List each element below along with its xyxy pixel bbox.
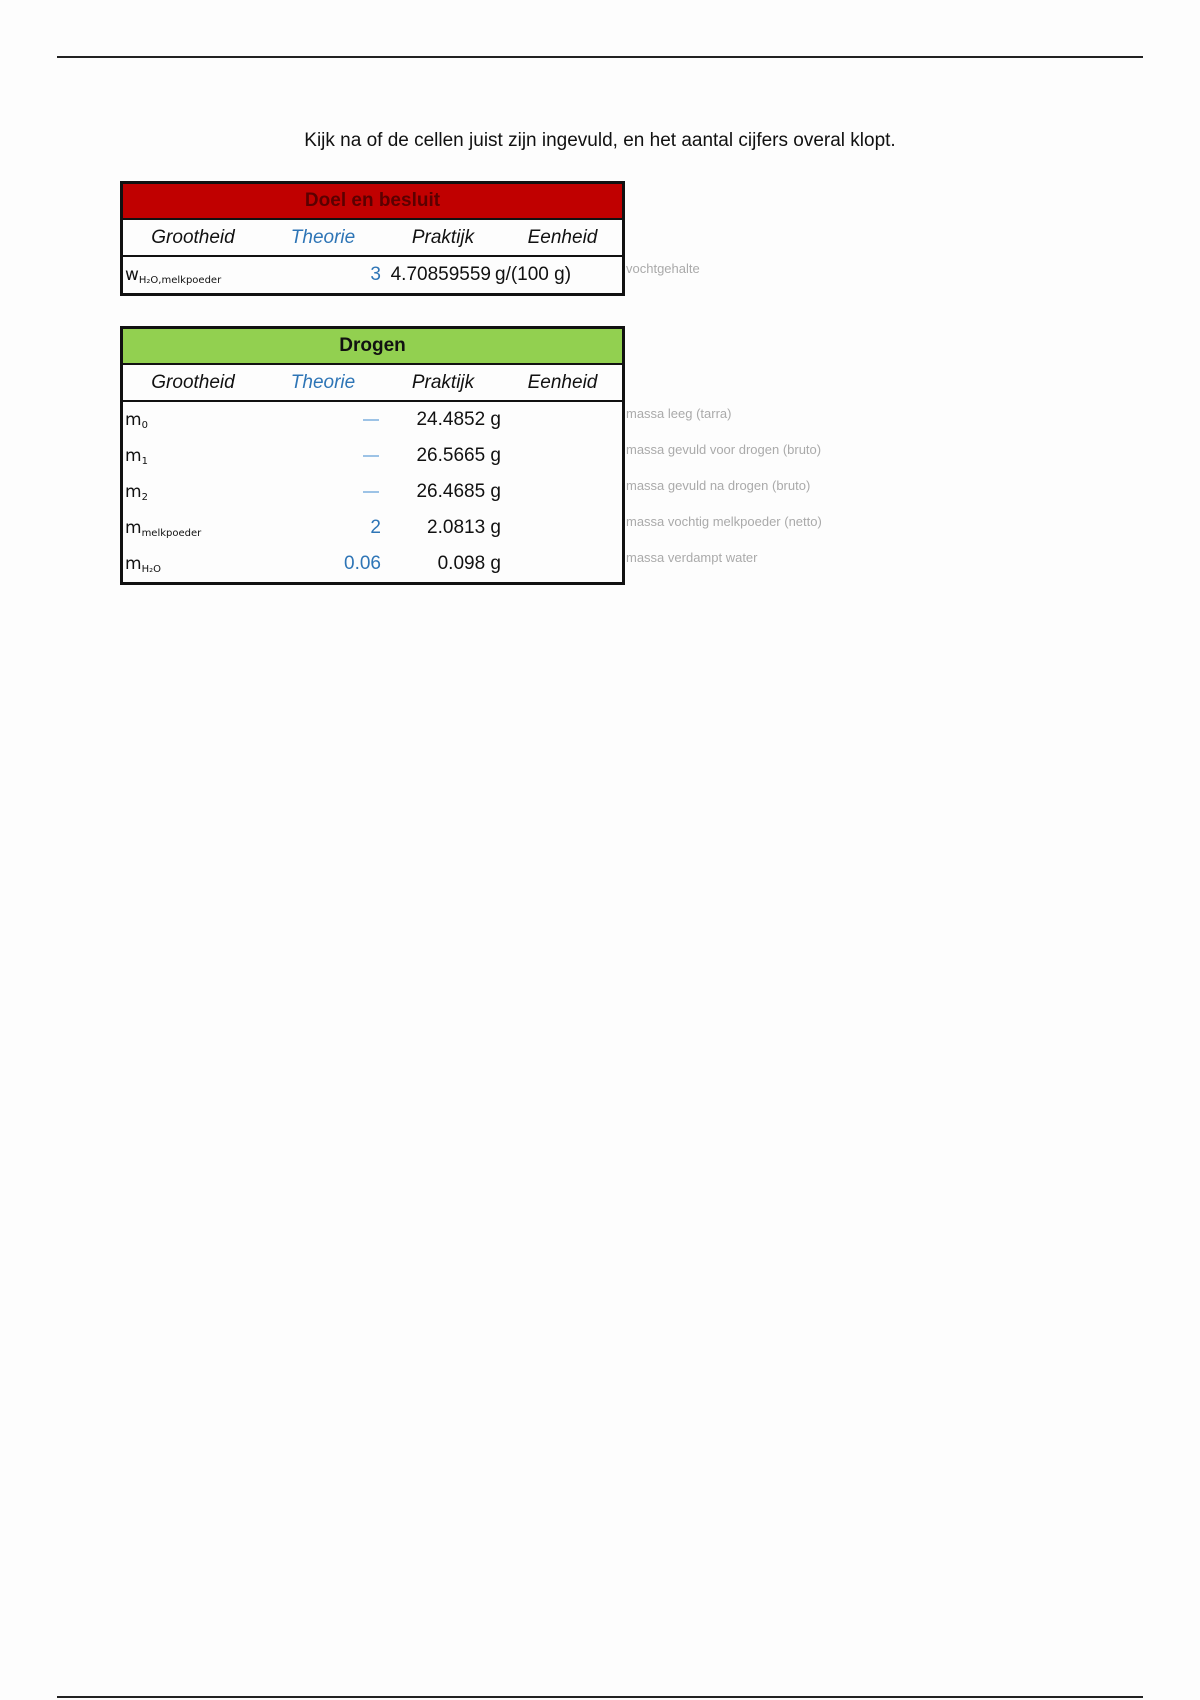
- eenheid-cell[interactable]: [503, 510, 622, 546]
- symbol: m: [125, 446, 142, 466]
- eenheid-cell[interactable]: [503, 546, 622, 582]
- praktijk-cell[interactable]: 4.70859559: [390, 264, 491, 285]
- header-eenheid: Eenheid: [527, 227, 598, 248]
- symbol: m: [125, 554, 142, 574]
- grootheid-cell[interactable]: [123, 438, 263, 474]
- symbol-subscript: H₂O: [141, 564, 161, 575]
- header-praktijk: Praktijk: [411, 372, 475, 393]
- grootheid-cell[interactable]: [123, 546, 263, 582]
- praktijk-cell[interactable]: 2.0813 g: [427, 517, 501, 538]
- drogen-table: [120, 326, 625, 585]
- grootheid-cell[interactable]: [123, 402, 263, 438]
- header-praktijk: Praktijk: [411, 227, 475, 248]
- symbol: m: [125, 410, 142, 430]
- drogen-table-title: Drogen: [123, 329, 622, 365]
- praktijk-cell[interactable]: 0.098 g: [437, 553, 501, 574]
- theorie-cell[interactable]: 3: [370, 264, 381, 285]
- row-note: massa vochtig melkpoeder (netto): [626, 514, 822, 529]
- empty-dash-icon: [363, 419, 379, 421]
- praktijk-cell[interactable]: 26.4685 g: [416, 481, 501, 502]
- symbol-subscript: H₂O,melkpoeder: [138, 275, 222, 286]
- table-row: [123, 474, 622, 510]
- theorie-cell[interactable]: 0.06: [344, 553, 381, 574]
- praktijk-cell[interactable]: 26.5665 g: [416, 445, 501, 466]
- theorie-cell[interactable]: 2: [370, 517, 381, 538]
- symbol: w: [125, 265, 139, 285]
- header-theorie: Theorie: [290, 227, 356, 248]
- symbol-subscript: 1: [141, 456, 148, 467]
- doel-table-title: Doel en besluit: [123, 184, 622, 220]
- grootheid-cell[interactable]: [123, 474, 263, 510]
- theorie-cell[interactable]: [263, 474, 383, 510]
- eenheid-cell[interactable]: g/(100 g): [495, 264, 572, 285]
- eenheid-cell[interactable]: [503, 438, 622, 474]
- doel-table-header: [123, 220, 622, 257]
- symbol-subscript: 0: [141, 420, 148, 431]
- header-grootheid: Grootheid: [151, 372, 235, 393]
- symbol-subscript: 2: [141, 492, 148, 503]
- theorie-cell[interactable]: [263, 402, 383, 438]
- eenheid-cell[interactable]: [503, 474, 622, 510]
- row-note: massa gevuld na drogen (bruto): [626, 478, 811, 493]
- row-note: massa leeg (tarra): [626, 406, 732, 421]
- drogen-table-header: [123, 365, 622, 402]
- header-theorie: Theorie: [290, 372, 356, 393]
- praktijk-cell[interactable]: 24.4852 g: [416, 409, 501, 430]
- row-note: massa verdampt water: [626, 550, 758, 565]
- symbol: m: [125, 482, 142, 502]
- eenheid-cell[interactable]: [503, 402, 622, 438]
- row-note: vochtgehalte: [626, 261, 700, 276]
- footer-rule: [57, 1696, 1143, 1698]
- doel-en-besluit-table: [120, 181, 625, 296]
- symbol: m: [125, 518, 142, 538]
- theorie-cell[interactable]: [263, 438, 383, 474]
- table-row: [123, 510, 622, 546]
- table-row: [123, 546, 622, 582]
- table-row: [123, 438, 622, 474]
- row-note: massa gevuld voor drogen (bruto): [626, 442, 822, 457]
- empty-dash-icon: [363, 455, 379, 457]
- empty-dash-icon: [363, 491, 379, 493]
- header-grootheid: Grootheid: [151, 227, 235, 248]
- header-eenheid: Eenheid: [527, 372, 598, 393]
- table-row: [123, 402, 622, 438]
- grootheid-cell[interactable]: [123, 257, 263, 293]
- grootheid-cell[interactable]: [123, 510, 263, 546]
- symbol-subscript: melkpoeder: [141, 528, 202, 539]
- table-row: [123, 257, 622, 293]
- header-rule: [57, 56, 1143, 58]
- instruction-text: Kijk na of de cellen juist zijn ingevuld, en het aantal cijfers overal klopt.: [304, 130, 896, 151]
